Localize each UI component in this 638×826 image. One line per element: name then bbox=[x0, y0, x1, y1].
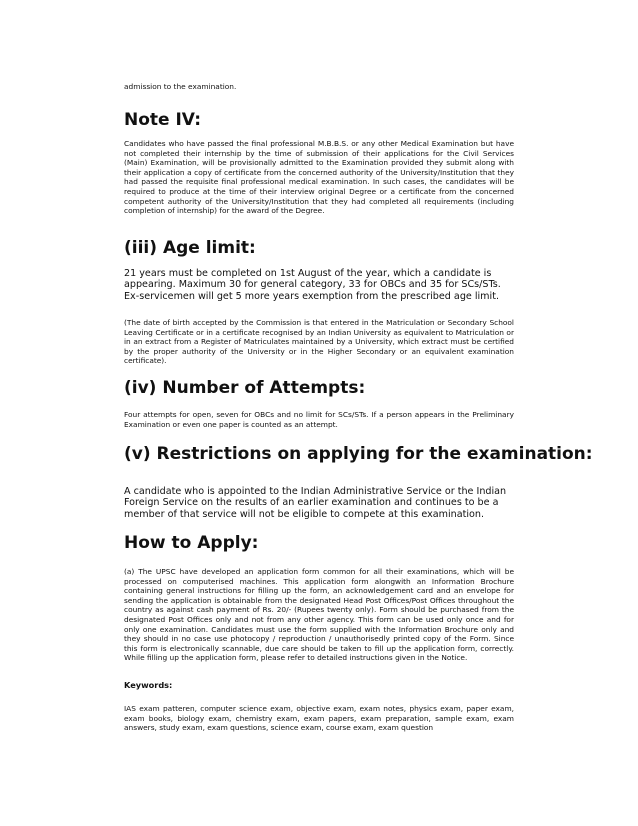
note-iv-heading: Note IV: bbox=[124, 110, 201, 130]
restrictions-heading: (v) Restrictions on applying for the examination: bbox=[124, 444, 593, 464]
keywords-text: IAS exam patteren, computer science exam, objective exam, exam notes, physics exam, paper exam, exam books, biology exam, chemistry exam, exam papers, exam preparation, sample exam, exam answers, study exam, exam questions, science exam, course exam, exam question bbox=[124, 704, 514, 733]
age-limit-text: 21 years must be completed on 1st August of the year, which a candidate is appearing. Maximum 30 for general category, 33 for OBCs and 35 for SCs/STs. Ex-servicemen will get 5 more years exemption from the prescribed age limit. bbox=[124, 268, 501, 302]
intro-tail-text: admission to the examination. bbox=[124, 82, 237, 91]
age-limit-note: (The date of birth accepted by the Commission is that entered in the Matriculation or Secondary School Leaving Certificate or in a certificate recognised by an Indian University as equivalent to Matriculation or in an extract from a Register of Matriculates maintained by a University, which extract must be certified by the proper authority of the University or in the Higher Secondary or an equivalent examination certificate). bbox=[124, 318, 514, 366]
note-iv-text: Candidates who have passed the final professional M.B.B.S. or any other Medical Examination but have not completed their internship by the time of submission of their applications for the Civil Services (Main) Examination, will be provisionally admitted to the Examination provided they submit along with their application a copy of certificate from the concerned authority of the University/Institution that they had passed the requisite final professional medical examination. In such cases, the candidates will be required to produce at the time of their interview original Degree or a certificate from the concerned competent authority of the University/Institution that they had completed all requirements (including completion of internship) for the award of the Degree. bbox=[124, 139, 514, 216]
how-to-apply-text: (a) The UPSC have developed an application form common for all their examinations, which will be processed on computerised machines. This application form alongwith an Information Brochure containing general instructions for filling up the form, an acknowledgement card and an envelope for sending the application is obtainable from the designated Head Post Offices/Post Offices throughout the country as against cash payment of Rs. 20/- (Rupees twenty only). Form should be purchased from the designated Post Offices only and not from any other agency. This form can be used only once and for only one examination. Candidates must use the form supplied with the Information Brochure only and they should in no case use photocopy / reproduction / unauthorisedly printed copy of the Form. Since this form is electronically scannable, due care should be taken to fill up the application form, correctly. While filling up the application form, please refer to detailed instructions given in the Notice. bbox=[124, 567, 514, 663]
keywords-heading: Keywords: bbox=[124, 680, 173, 690]
how-to-apply-heading: How to Apply: bbox=[124, 533, 259, 553]
attempts-heading: (iv) Number of Attempts: bbox=[124, 378, 366, 398]
age-limit-heading: (iii) Age limit: bbox=[124, 238, 256, 258]
attempts-text: Four attempts for open, seven for OBCs and no limit for SCs/STs. If a person appears in the Preliminary Examination or even one paper is counted as an attempt. bbox=[124, 410, 514, 429]
restrictions-text: A candidate who is appointed to the Indian Administrative Service or the Indian Foreign Service on the results of an earlier examination and continues to be a member of that service will not be eligible to compete at this examination. bbox=[124, 486, 507, 520]
